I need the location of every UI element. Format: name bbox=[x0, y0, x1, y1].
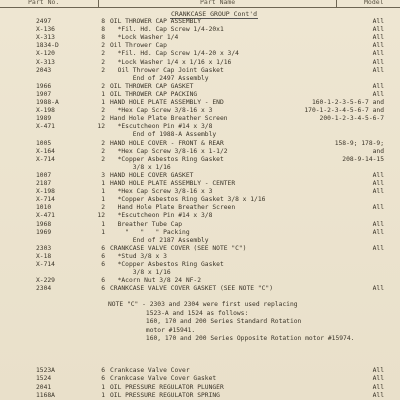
quantity: 8 bbox=[101, 34, 105, 42]
part-name: 3/8 x 1/16 bbox=[110, 269, 171, 277]
part-name: OIL THROWER CAP GASKET bbox=[110, 82, 194, 90]
model: All bbox=[372, 367, 384, 374]
table-row bbox=[0, 123, 400, 131]
quantity: 2 bbox=[101, 139, 105, 147]
part-number: 1005 bbox=[36, 139, 52, 147]
table-row bbox=[0, 245, 400, 253]
model: All bbox=[372, 188, 384, 196]
quantity: 6 bbox=[101, 277, 105, 285]
part-name: CRANKCASE VALVE COVER (SEE NOTE "C") bbox=[110, 244, 247, 252]
quantity: 1 bbox=[101, 99, 105, 106]
quantity: 6 bbox=[101, 261, 105, 268]
quantity: 1 bbox=[101, 180, 105, 187]
model: All bbox=[372, 34, 384, 42]
model: All bbox=[372, 180, 384, 187]
header-model: Model bbox=[364, 0, 384, 6]
quantity: 1 bbox=[101, 391, 105, 399]
table-row bbox=[0, 59, 400, 67]
model: All bbox=[372, 50, 384, 58]
part-name: *Hex Cap Screw 3/8-16 x 3 bbox=[110, 107, 213, 115]
quantity: 12 bbox=[97, 212, 105, 220]
table-row bbox=[0, 172, 400, 180]
quantity: 1 bbox=[101, 220, 105, 228]
quantity: 1 bbox=[101, 90, 105, 98]
model: All bbox=[372, 220, 384, 228]
table-row bbox=[0, 367, 400, 375]
part-name: HAND HOLE COVER - FRONT & REAR bbox=[110, 139, 224, 147]
part-name: HAND HOLE PLATE ASSEMBLY - END bbox=[110, 99, 224, 106]
part-number: X-229 bbox=[36, 277, 55, 285]
part-number: 1989 bbox=[36, 115, 52, 123]
part-number: 1007 bbox=[36, 171, 52, 179]
part-name: OIL THROWER CAP ASSEMBLY bbox=[110, 18, 201, 25]
table-row bbox=[0, 180, 400, 188]
model: 170-1-2-3-4-5-6-7 and bbox=[304, 107, 384, 115]
table-row bbox=[0, 67, 400, 75]
model: All bbox=[372, 391, 384, 399]
part-number: 2497 bbox=[36, 18, 52, 25]
part-name: *Fil. Hd. Cap Screw 1/4-20 x 3/4 bbox=[110, 50, 239, 58]
table-row bbox=[0, 392, 400, 400]
column-header bbox=[0, 0, 400, 9]
part-number: X-164 bbox=[36, 147, 55, 155]
quantity: 6 bbox=[101, 375, 105, 383]
part-name: *Copper Asbestos Ring Gasket 3/8 x 1/16 bbox=[110, 196, 266, 204]
model: All bbox=[372, 285, 384, 293]
quantity: 1 bbox=[101, 228, 105, 236]
model: All bbox=[372, 375, 384, 383]
part-name: End of 2187 Assembly bbox=[110, 236, 209, 244]
table-row bbox=[0, 188, 400, 196]
table-row bbox=[0, 34, 400, 42]
part-number: X-714 bbox=[36, 261, 55, 268]
part-number: X-313 bbox=[36, 58, 55, 66]
part-number: X-714 bbox=[36, 155, 55, 163]
table-row bbox=[0, 140, 400, 148]
part-name: *Copper Asbestos Ring Gasket bbox=[110, 261, 224, 268]
table-row bbox=[0, 131, 400, 139]
model: All bbox=[372, 66, 384, 74]
model: and bbox=[372, 147, 384, 155]
part-number: 1834-D bbox=[36, 42, 59, 50]
part-number: 2187 bbox=[36, 180, 52, 187]
part-number: 2303 bbox=[36, 244, 52, 252]
table-row bbox=[0, 375, 400, 383]
model: 160-1-2-3-5-6-7 and bbox=[311, 99, 384, 106]
header-part-name: Part Name bbox=[200, 0, 236, 6]
part-name: Hand Hole Plate Breather Screen bbox=[110, 115, 228, 123]
note-line: 160, 170 and 200 Series Opposite Rotation motor #15974. bbox=[108, 335, 355, 343]
part-name: OIL PRESSURE REGULATOR SPRING bbox=[110, 391, 220, 399]
part-name: *Fil. Hd. Cap Screw 1/4-20x1 bbox=[110, 26, 224, 34]
table-row bbox=[0, 229, 400, 237]
part-number: 2041 bbox=[36, 383, 52, 391]
table-row bbox=[0, 156, 400, 164]
quantity: 8 bbox=[101, 18, 105, 25]
quantity: 2 bbox=[101, 58, 105, 66]
part-number: 1010 bbox=[36, 204, 52, 212]
model: All bbox=[372, 82, 384, 90]
table-row bbox=[0, 75, 400, 83]
quantity: 1 bbox=[101, 196, 105, 204]
table-row bbox=[0, 384, 400, 392]
part-number: 1907 bbox=[36, 90, 52, 98]
part-number: 1524 bbox=[36, 375, 52, 383]
table-row bbox=[0, 42, 400, 50]
part-name: Crankcase Valve Cover Gasket bbox=[110, 375, 217, 383]
quantity: 1 bbox=[101, 188, 105, 196]
note-line: motor #15941. bbox=[108, 326, 196, 334]
part-name: HAND HOLE COVER GASKET bbox=[110, 171, 194, 179]
model: All bbox=[372, 244, 384, 252]
part-name: " " " Packing bbox=[110, 228, 190, 236]
table-row bbox=[0, 148, 400, 156]
quantity: 3 bbox=[101, 171, 105, 179]
table-row bbox=[0, 221, 400, 229]
part-name: *Copper Asbestos Ring Gasket bbox=[110, 155, 224, 163]
model: 208-9-14-15 bbox=[342, 155, 384, 163]
part-name: *Acorn Nut 3/8 24 NF-2 bbox=[110, 277, 201, 285]
quantity: 2 bbox=[101, 66, 105, 74]
part-number: X-198 bbox=[36, 188, 55, 196]
quantity: 6 bbox=[101, 244, 105, 252]
part-number: X-120 bbox=[36, 50, 55, 58]
header-part-no: Part No. bbox=[28, 0, 60, 6]
part-name: HAND HOLE PLATE ASSEMBLY - CENTER bbox=[110, 180, 236, 187]
table-row bbox=[0, 164, 400, 172]
part-number: 1968 bbox=[36, 220, 52, 228]
part-name: *Lock Washer 1/4 bbox=[110, 34, 179, 42]
part-number: X-471 bbox=[36, 212, 55, 220]
table-row bbox=[0, 99, 400, 107]
quantity: 2 bbox=[101, 204, 105, 212]
table-row bbox=[0, 212, 400, 220]
quantity: 2 bbox=[101, 155, 105, 163]
quantity: 8 bbox=[101, 26, 105, 34]
quantity: 2 bbox=[101, 42, 105, 50]
part-number: X-471 bbox=[36, 123, 55, 131]
quantity: 2 bbox=[101, 107, 105, 115]
quantity: 6 bbox=[101, 285, 105, 293]
part-name: End of 1988-A Assembly bbox=[110, 131, 217, 139]
part-name: OIL PRESSURE REGULATOR PLUNGER bbox=[110, 383, 224, 391]
part-name: Oil Thrower Cap bbox=[110, 42, 167, 50]
table-row bbox=[0, 107, 400, 115]
model: 158-9; 178-9; bbox=[334, 139, 384, 147]
model: All bbox=[372, 26, 384, 34]
part-number: X-714 bbox=[36, 196, 55, 204]
model: All bbox=[372, 383, 384, 391]
quantity: 2 bbox=[101, 50, 105, 58]
part-number: 1168A bbox=[36, 391, 55, 399]
table-row bbox=[0, 83, 400, 91]
table-row bbox=[0, 237, 400, 245]
quantity: 6 bbox=[101, 252, 105, 260]
part-number: 2043 bbox=[36, 66, 52, 74]
section-title: CRANKCASE GROUP Cont'd bbox=[171, 10, 258, 18]
table-row bbox=[0, 50, 400, 58]
part-number: X-313 bbox=[36, 34, 55, 42]
part-name: *Lock Washer 1/4 x 1/16 x 1/16 bbox=[110, 58, 232, 66]
quantity: 12 bbox=[97, 123, 105, 131]
model: All bbox=[372, 42, 384, 50]
note-line: 160, 170 and 200 Series Standard Rotation bbox=[108, 318, 302, 326]
table-row bbox=[0, 26, 400, 34]
table-row bbox=[0, 285, 400, 293]
part-number: 1966 bbox=[36, 82, 52, 90]
table-row bbox=[0, 204, 400, 212]
part-name: CRANKCASE VALVE COVER GASKET (SEE NOTE "C") bbox=[110, 285, 274, 293]
model: All bbox=[372, 18, 384, 25]
table-row bbox=[0, 261, 400, 269]
part-name: 3/8 x 1/16 bbox=[110, 163, 171, 171]
model: 200-1-2-3-4-5-6-7 bbox=[319, 115, 384, 123]
part-name: End of 2497 Assembly bbox=[110, 74, 209, 82]
quantity: 2 bbox=[101, 147, 105, 155]
part-name: Breather Tube Cap bbox=[110, 220, 183, 228]
part-name: *Hex Cap Screw 3/8-16 x 1-1/2 bbox=[110, 147, 228, 155]
model: All bbox=[372, 58, 384, 66]
table-row bbox=[0, 277, 400, 285]
model: All bbox=[372, 204, 384, 212]
table-row bbox=[0, 269, 400, 277]
part-name: *Escutcheon Pin #14 x 3/8 bbox=[110, 123, 213, 131]
part-name: Hand Hole Plate Breather Screen bbox=[110, 204, 236, 212]
part-number: 1523A bbox=[36, 367, 55, 374]
model: All bbox=[372, 228, 384, 236]
part-name: Crankcase Valve Cover bbox=[110, 367, 190, 374]
part-name: *Stud 3/8 x 3 bbox=[110, 252, 167, 260]
quantity: 2 bbox=[101, 115, 105, 123]
table-row bbox=[0, 18, 400, 26]
part-name: *Hex Cap Screw 3/8-16 x 3 bbox=[110, 188, 213, 196]
quantity: 1 bbox=[101, 383, 105, 391]
model: All bbox=[372, 90, 384, 98]
quantity: 2 bbox=[101, 82, 105, 90]
header-rule bbox=[0, 7, 400, 8]
note-line: NOTE "C" - 2303 and 2304 were first used replacing bbox=[108, 301, 298, 308]
part-name: Oil Thrower Cap Joint Gasket bbox=[110, 66, 224, 74]
part-number: X-18 bbox=[36, 252, 52, 260]
part-number: 2304 bbox=[36, 285, 52, 293]
part-number: 1988-A bbox=[36, 99, 59, 106]
part-number: 1969 bbox=[36, 228, 52, 236]
table-row bbox=[0, 91, 400, 99]
table-row bbox=[0, 196, 400, 204]
note-block bbox=[108, 301, 354, 344]
part-name: *Escutcheon Pin #14 x 3/8 bbox=[110, 212, 213, 220]
model: All bbox=[372, 171, 384, 179]
part-number: X-136 bbox=[36, 26, 55, 34]
part-number: X-198 bbox=[36, 107, 55, 115]
part-name: OIL THROWER CAP PACKING bbox=[110, 90, 198, 98]
quantity: 6 bbox=[101, 367, 105, 374]
note-line: 1523-A and 1524 as follows: bbox=[108, 309, 249, 317]
table-row bbox=[0, 115, 400, 123]
table-row bbox=[0, 253, 400, 261]
